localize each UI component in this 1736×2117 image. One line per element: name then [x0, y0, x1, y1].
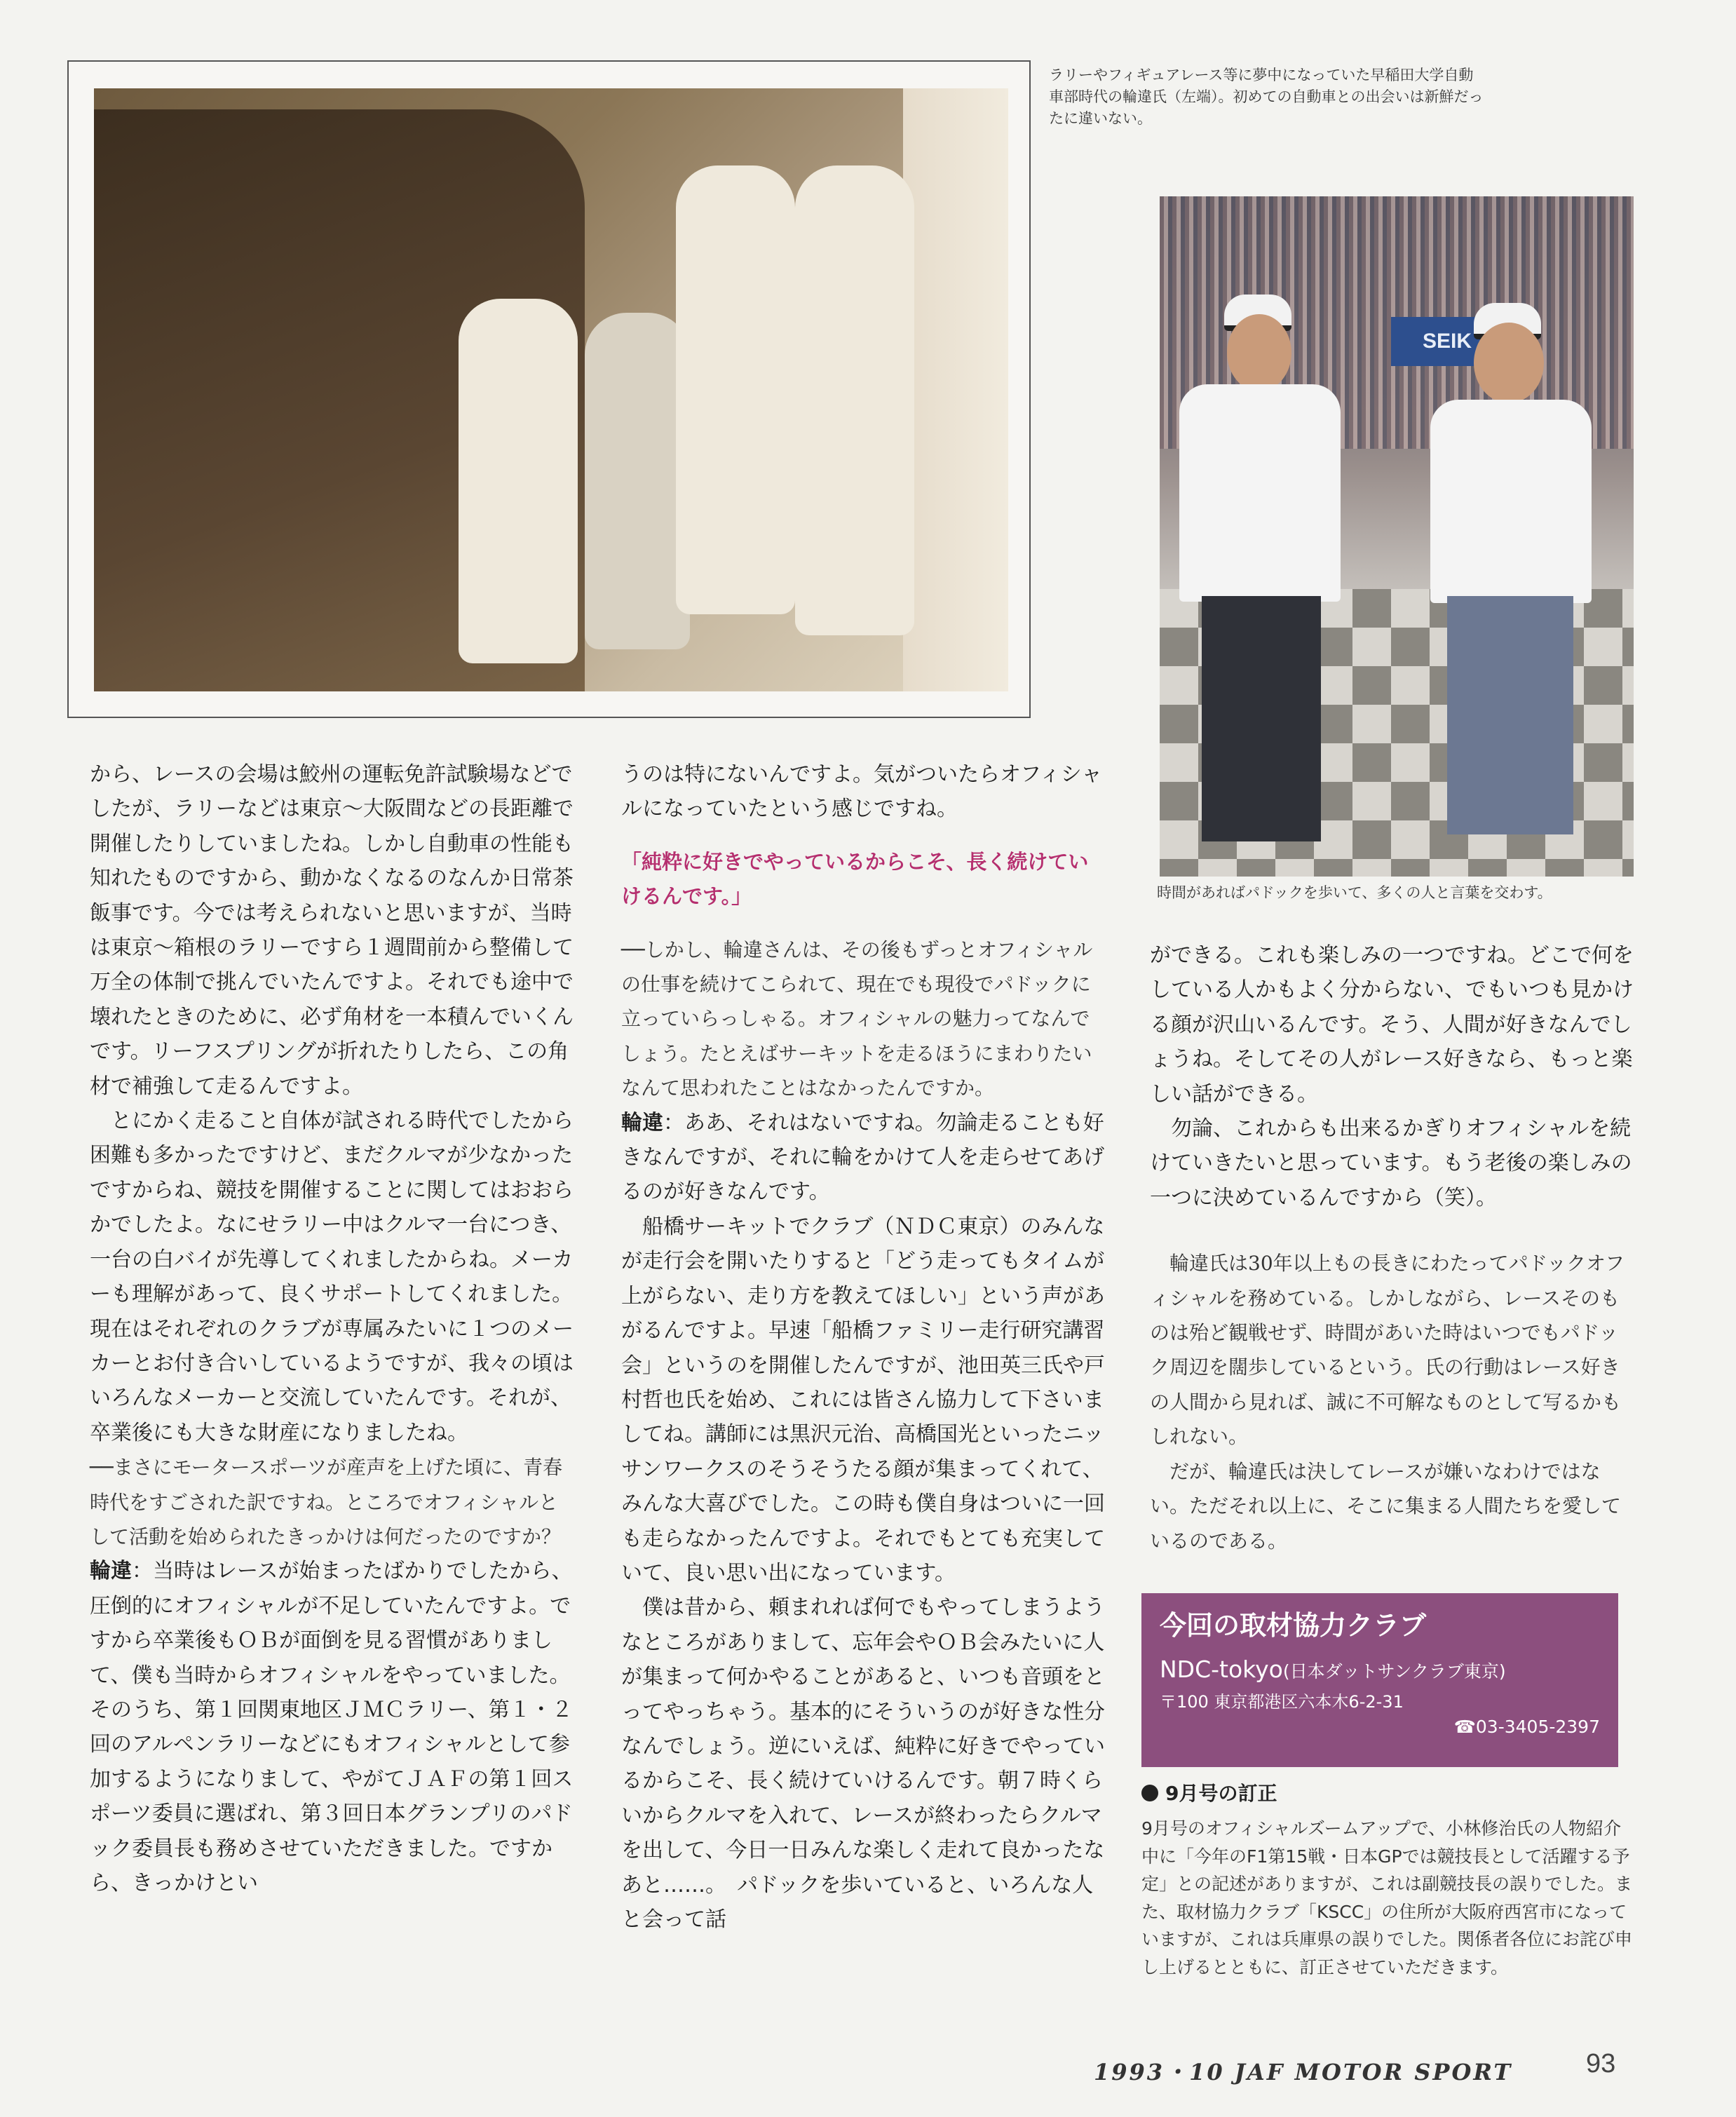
col1-paragraph-2: とにかく走ること自体が試される時代でしたから困難も多かったですけど、まだクルマが少なかったですからね、競技を開催することに関してはおおらかでしたよ。なにせラリー中はクルマ一台につき、一台の白バイが先導してくれましたからね。メーカーも理解があって、良くサポートしてくれました。現在はそれぞれのクラブが専属みたいに１つのメーカーとお付き合いしているようですが、我々の頃はいろんなメーカーと交流していたんです。それが、卒業後にも大きな財産になりましたね。 — [90, 1109, 574, 1445]
speaker-name: 輪違 — [621, 1110, 663, 1135]
paddock-photo — [1160, 196, 1634, 877]
top-photo-caption: ラリーやフィギュアレース等に夢中になっていた早稲田大学自動車部時代の輪違氏（左端）。初めての自動車との出会いは新鮮だったに違いない。 — [1049, 67, 1484, 127]
team-member-1 — [459, 299, 578, 663]
article-column-3 — [1150, 938, 1634, 1558]
team-member-2 — [585, 313, 690, 649]
club-name-note: (日本ダットサンクラブ東京) — [1282, 1661, 1506, 1682]
bullet-icon — [1141, 1785, 1158, 1801]
garage-door — [903, 88, 1008, 691]
club-address: 〒100 東京都港区六本木6-2-31 — [1160, 1692, 1404, 1712]
article-column-2 — [621, 757, 1105, 1937]
col2-answer — [621, 1106, 1105, 1210]
answer-text: ：ああ、それはないですね。勿論走ることも好きなんですが、それに輪をかけて人を走らせてあげるのが好きなんです。 — [621, 1110, 1105, 1205]
col1-answer — [90, 1554, 574, 1900]
speaker-name: 輪違 — [90, 1559, 132, 1584]
top-photo-frame — [67, 60, 1031, 718]
interviewer-question-2: ──しかし、輪違さんは、その後もずっとオフィシャルの仕事を続けてこられて、現在でも現役でパドックに立っていらっしゃる。オフィシャルの魅力ってなんでしょう。たとえばサーキットを走るほうにまわりたいなんて思われたことはなかったんですか。 — [621, 938, 1093, 1100]
col2-paragraph-3: 僕は昔から、頼まれれば何でもやってしまうようなところがありまして、忘年会やＯＢ会みたいに人が集まって何かやることがあると、いつも音頭をとってやっちゃう。基本的にそういうのが好きな性分なんでしょう。逆にいえば、純粋に好きでやっているからこそ、長く続けていけるんです。朝７時くらいからクルマを入れて、レースが終わったらクルマを出して、今日一日みんな楽しく走れて良かったなあと……。 パドックを歩いていると、いろんな人と会って話 — [621, 1595, 1105, 1932]
club-phone: ☎03-3405-2397 — [1453, 1717, 1600, 1737]
col2-paragraph-1: うのは特にないんですよ。気がついたらオフィシャルになっていたという感じですね。 — [621, 762, 1103, 822]
club-name: NDC-tokyo(日本ダットサンクラブ東京) — [1160, 1656, 1506, 1683]
club-box-title: 今回の取材協力クラブ — [1160, 1610, 1427, 1641]
col1-paragraph-1: から、レースの会場は鮫州の運転免許試験場などでしたが、ラリーなどは東京〜大阪間などの長距離で開催したりしていましたね。しかし自動車の性能も知れたものですから、動かなくなるのなんか日常茶飯事です。今では考えられないと思いますが、当時は東京〜箱根のラリーですら１週間前から整備して万全の体制で挑んでいたんですよ。それでも途中で壊れたときのために、必ず角材を一本積んでいくんです。リーフスプリングが折れたりしたら、この角材で補強して走るんですよ。 — [90, 762, 574, 1099]
closing-essay-2: だが、輪違氏は決してレースが嫌いなわけではない。ただそれ以上に、そこに集まる人間たちを愛しているのである。 — [1150, 1459, 1622, 1553]
issue-footer: 1993・10 JAF MOTOR SPORT — [1094, 2059, 1513, 2085]
article-column-1 — [90, 757, 574, 1900]
closing-essay-1: 輪違氏は30年以上もの長きにわたってパドックオフィシャルを務めている。しかしながら、レースそのものは殆ど観戦せず、時間があいた時はいつでもパドック周辺を闊歩しているという。氏の行動はレース好きの人間から見れば、誠に不可解なものとして写るかもしれない。 — [1150, 1252, 1625, 1449]
vintage-team-photo — [94, 88, 1008, 691]
correction-body: 9月号のオフィシャルズームアップで、小林修治氏の人物紹介中に「今年のF1第15戦・日本GPでは競技長として活躍する予定」との記述がありますが、これは副競技長の誤りでした。また、取材協力クラブ「KSCC」の住所が大阪府西宮市になっていますが、これは兵庫県の誤りでした。関係者各位にお詫び申し上げるとともに、訂正させていただきます。 — [1141, 1818, 1633, 1977]
club-info-box — [1141, 1593, 1618, 1767]
col3-paragraph-2: 勿論、これからも出来るかぎりオフィシャルを続けていきたいと思っています。もう老後の楽しみの一つに決めているんですから（笑）。 — [1150, 1116, 1632, 1210]
sponsor-sign: SEIK — [1391, 317, 1503, 366]
col2-paragraph-2: 船橋サーキットでクラブ（ＮＤＣ東京）のみんなが走行会を開いたりすると「どう走ってもタイムが上がらない、走り方を教えてほしい」という声があがるんですよ。早速「船橋ファミリー走行研究講習会」というのを開催したんですが、池田英三氏や戸村哲也氏を始め、これには皆さん協力して下さいましてね。講師には黒沢元治、高橋国光といったニッサンワークスのそうそうたる顔が集まってくれて、みんな大喜びでした。この時も僕自身はついに一回も走らなかったんですよ。それでもとても充実していて、良い思い出になっています。 — [621, 1214, 1105, 1585]
interviewer-question-1: ──まさにモータースポーツが産声を上げた頃に、青春時代をすごされた訳ですね。ところでオフィシャルとして活動を始められたきっかけは何だったのですか？ — [90, 1456, 563, 1548]
page-number: 93 — [1586, 2049, 1616, 2078]
col3-paragraph-1: ができる。これも楽しみの一つですね。どこで何をしている人かもよく分からない、でもいつも見かける顔が沢山いるんです。そう、人間が好きなんでしょうね。そしてその人がレース好きなら、もっと楽しい話ができる。 — [1150, 943, 1634, 1107]
answer-text: ：当時はレースが始まったばかりでしたから、圧倒的にオフィシャルが不足していたんですよ。ですから卒業後もＯＢが面倒を見る習慣がありまして、僕も当時からオフィシャルをやっていました。そのうち、第１回関東地区ＪＭＣラリー、第１・２回のアルペンラリーなどにもオフィシャルとして参加するようになりまして、やがてＪＡＦの第１回スポーツ委員に選ばれ、第３回日本グランプリのパドック委員長も務めさせていただきました。ですから、きっかけとい — [90, 1559, 574, 1895]
team-member-3 — [676, 165, 795, 614]
correction-heading: 9月号の訂正 — [1141, 1778, 1277, 1806]
team-member-4 — [795, 165, 914, 635]
pull-quote-heading: 「純粋に好きでやっているからこそ、長く続けていけるんです。」 — [621, 849, 1089, 909]
paddock-photo-caption: 時間があればパドックを歩いて、多くの人と言葉を交わす。 — [1157, 884, 1552, 901]
